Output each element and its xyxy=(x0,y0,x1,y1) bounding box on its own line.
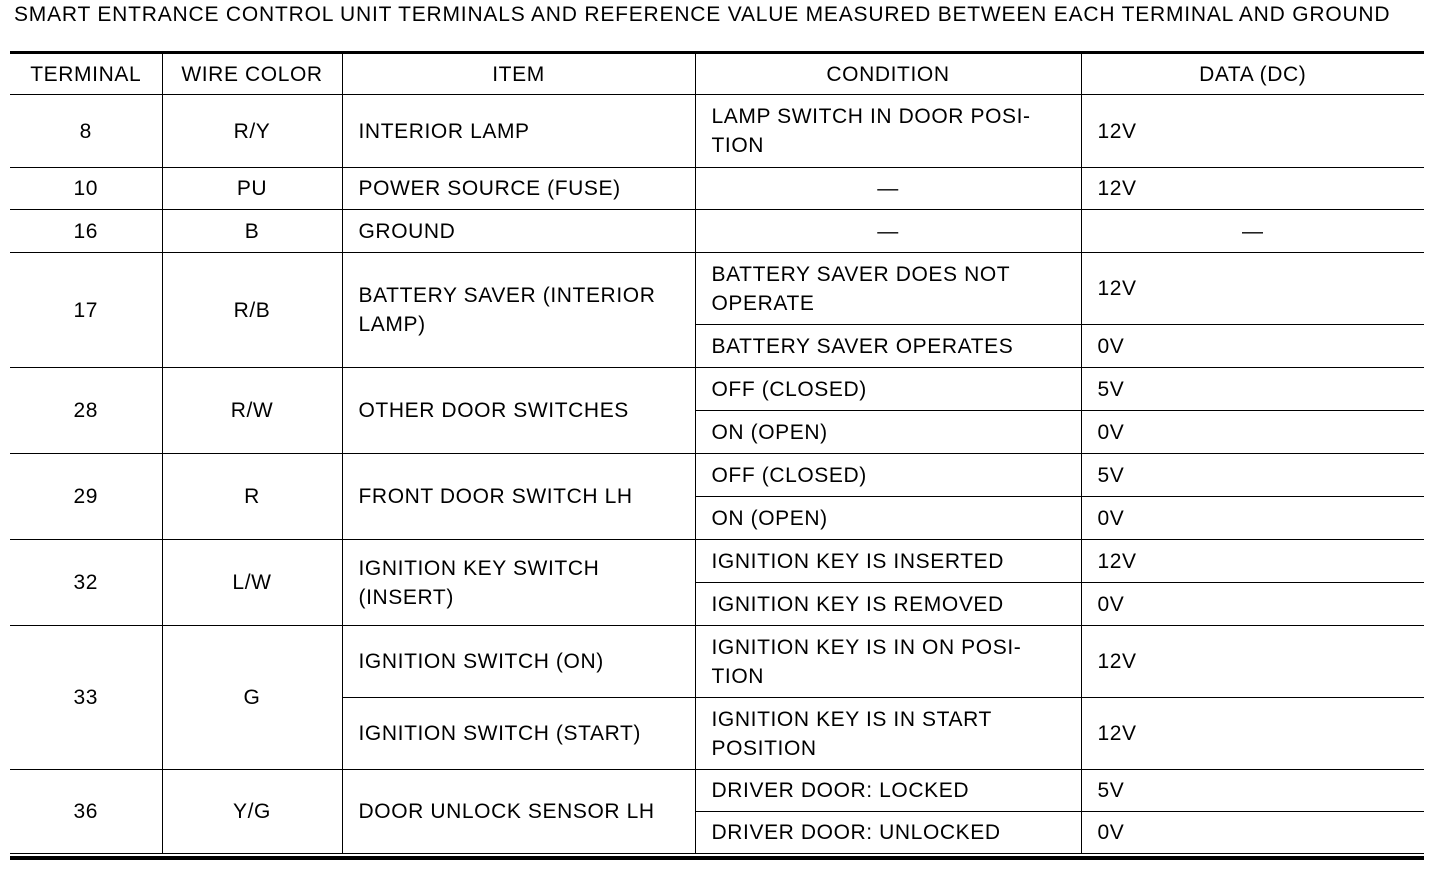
condition-cell xyxy=(695,95,1081,168)
terminal-cell: 10 xyxy=(10,168,162,210)
wire-color-cell: L/W xyxy=(162,540,342,626)
condition-cell: IGNITION KEY IS IN ON POSI-TION xyxy=(695,626,1081,698)
header-wire-color: WIRE COLOR xyxy=(162,54,342,95)
item-cell: IGNITION KEY SWITCH (INSERT) xyxy=(342,540,695,626)
table-row xyxy=(10,253,1424,325)
wire-color-cell: Y/G xyxy=(162,770,342,854)
data-cell: 0V xyxy=(1081,812,1424,854)
table-row xyxy=(10,626,1424,698)
data-cell: 12V xyxy=(1081,168,1424,210)
data-cell: 0V xyxy=(1081,325,1424,368)
data-cell: 12V xyxy=(1081,95,1424,168)
item-cell: FRONT DOOR SWITCH LH xyxy=(342,454,695,540)
data-cell: 5V xyxy=(1081,454,1424,497)
condition-cell: IGNITION KEY IS IN START POSITION xyxy=(695,698,1081,770)
table-row xyxy=(10,210,1424,253)
wire-color-cell: PU xyxy=(162,168,342,210)
data-cell: 0V xyxy=(1081,583,1424,626)
wire-color-cell: R/B xyxy=(162,253,342,368)
terminal-cell: 33 xyxy=(10,626,162,770)
data-cell: 0V xyxy=(1081,411,1424,454)
data-cell: 12V xyxy=(1081,253,1424,325)
condition-cell: IGNITION KEY IS INSERTED xyxy=(695,540,1081,583)
terminal-cell: 32 xyxy=(10,540,162,626)
table-row xyxy=(10,95,1424,168)
item-cell: BATTERY SAVER (INTERIOR LAMP) xyxy=(342,253,695,368)
item-cell: IGNITION SWITCH (START) xyxy=(342,698,695,770)
terminal-cell: 28 xyxy=(10,368,162,454)
data-cell: — xyxy=(1081,210,1424,253)
condition-cell: ON (OPEN) xyxy=(695,411,1081,454)
item-cell: INTERIOR LAMP xyxy=(342,95,695,168)
table-row xyxy=(10,454,1424,497)
condition-cell: BATTERY SAVER OPERATES xyxy=(695,325,1081,368)
header-terminal: TERMINAL xyxy=(10,54,162,95)
header-condition: CONDITION xyxy=(695,54,1081,95)
table-row xyxy=(10,368,1424,411)
condition-cell: DRIVER DOOR: LOCKED xyxy=(695,770,1081,812)
terminal-cell: 17 xyxy=(10,253,162,368)
terminal-table xyxy=(10,54,1424,854)
terminal-cell: 16 xyxy=(10,210,162,253)
condition-cell: — xyxy=(695,168,1081,210)
data-cell: 5V xyxy=(1081,770,1424,812)
wire-color-cell: R/Y xyxy=(162,95,342,168)
data-cell: 12V xyxy=(1081,698,1424,770)
terminal-cell: 29 xyxy=(10,454,162,540)
item-cell: POWER SOURCE (FUSE) xyxy=(342,168,695,210)
bottom-rule xyxy=(10,856,1424,860)
table-row xyxy=(10,540,1424,583)
condition-cell: IGNITION KEY IS REMOVED xyxy=(695,583,1081,626)
table-row xyxy=(10,770,1424,812)
header-item: ITEM xyxy=(342,54,695,95)
data-cell: 5V xyxy=(1081,368,1424,411)
header-data: DATA (DC) xyxy=(1081,54,1424,95)
item-cell: GROUND xyxy=(342,210,695,253)
wire-color-cell: G xyxy=(162,626,342,770)
condition-cell: OFF (CLOSED) xyxy=(695,454,1081,497)
condition-cell: DRIVER DOOR: UNLOCKED xyxy=(695,812,1081,854)
wire-color-cell: R/W xyxy=(162,368,342,454)
condition-cell: ON (OPEN) xyxy=(695,497,1081,540)
table-row xyxy=(10,168,1424,210)
item-cell: DOOR UNLOCK SENSOR LH xyxy=(342,770,695,854)
item-cell: IGNITION SWITCH (ON) xyxy=(342,626,695,698)
condition-text: LAMP SWITCH IN DOOR POSI-TION xyxy=(711,105,1031,157)
wire-color-cell: R xyxy=(162,454,342,540)
condition-cell: OFF (CLOSED) xyxy=(695,368,1081,411)
header-row xyxy=(10,54,1424,95)
item-cell: OTHER DOOR SWITCHES xyxy=(342,368,695,454)
data-cell: 12V xyxy=(1081,626,1424,698)
terminal-cell: 8 xyxy=(10,95,162,168)
wire-color-cell: B xyxy=(162,210,342,253)
terminal-cell: 36 xyxy=(10,770,162,854)
condition-cell: — xyxy=(695,210,1081,253)
data-cell: 12V xyxy=(1081,540,1424,583)
condition-cell: BATTERY SAVER DOES NOT OPERATE xyxy=(695,253,1081,325)
data-cell: 0V xyxy=(1081,497,1424,540)
document-title: SMART ENTRANCE CONTROL UNIT TERMINALS AND REFERENCE VALUE MEASURED BETWEEN EACH TERMINAL AND GROUND xyxy=(14,3,1391,26)
